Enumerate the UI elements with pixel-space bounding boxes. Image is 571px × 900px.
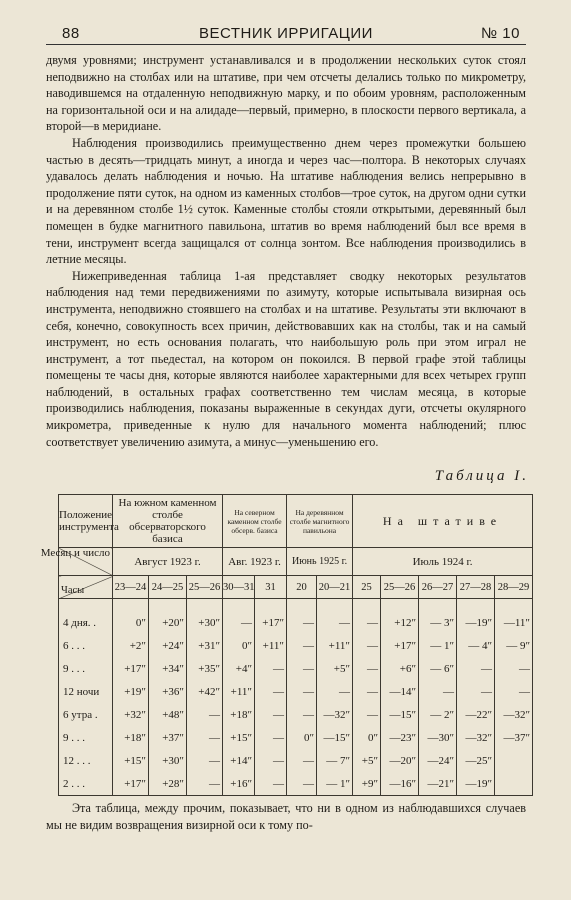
header-north-pillar: На северном каменном столбе обсерв. базиса [223,495,287,548]
value-cell: +17″ [113,657,149,680]
value-cell: — [255,680,287,703]
hour-cell: 12 . . . [59,749,113,772]
month-cell: Авг. 1923 г. [223,548,287,576]
value-cell [495,749,533,772]
running-header [46,22,526,45]
value-cell: +48″ [149,703,187,726]
spacer-row [59,599,533,612]
value-cell: +35″ [187,657,223,680]
value-cell: —14″ [381,680,419,703]
value-cell: 0″ [353,726,381,749]
hour-cell: 6 утра . [59,703,113,726]
value-cell: —30″ [419,726,457,749]
value-cell: +15″ [223,726,255,749]
corner-hours-label: Часы [61,585,85,596]
day-cell: 28—29 [495,576,533,599]
value-cell: —22″ [457,703,495,726]
value-cell: — [187,749,223,772]
hour-cell: 9 . . . [59,657,113,680]
value-cell: —32″ [317,703,353,726]
value-cell: 0″ [287,726,317,749]
page-number: 88 [62,25,80,42]
value-cell: — 6″ [419,657,457,680]
corner-month-label: Месяц и число [40,547,110,559]
table-row [59,749,533,772]
header-wooden-pillar: На деревянном столбе магнитного павильона [287,495,353,548]
hour-cell: 12 ночи [59,680,113,703]
value-cell: —32″ [495,703,533,726]
value-cell: +42″ [187,680,223,703]
value-cell: — [353,657,381,680]
hour-cell: 4 дня. . [59,611,113,634]
value-cell: — [255,749,287,772]
value-cell: — [287,703,317,726]
value-cell [495,772,533,796]
value-cell: +9″ [353,772,381,796]
table-row [59,703,533,726]
day-cell: 26—27 [419,576,457,599]
table-row [59,726,533,749]
value-cell: — [495,657,533,680]
data-table [40,494,533,796]
value-cell: +31″ [187,634,223,657]
day-cell: 25—26 [187,576,223,599]
day-cell: 27—28 [457,576,495,599]
value-cell: — [457,680,495,703]
value-cell: — [353,680,381,703]
value-cell: —19″ [457,772,495,796]
table-body [59,599,533,796]
day-cell: 20 [287,576,317,599]
day-cell: 24—25 [149,576,187,599]
corner-month-day [40,547,113,576]
value-cell: +4″ [223,657,255,680]
value-cell: —15″ [381,703,419,726]
month-cell: Июль 1924 г. [353,548,533,576]
hour-cell: 2 . . . [59,772,113,796]
value-cell: — 9″ [495,634,533,657]
value-cell: — [419,680,457,703]
value-cell: —11″ [495,611,533,634]
day-cell: 25—26 [381,576,419,599]
issue-number: № 10 [481,25,520,42]
value-cell: +34″ [149,657,187,680]
paragraph: двумя уровнями; инструмент устанавливался и в продолжении нескольких суток стоял неподвижно на столбах или на штативе, при чем отсчеты делались только по микрометру, наводившемся на отдаленную неподвижную марку, и по обоим уровням, расположенным на горизонтальной оси и на алидаде—первый, примерно, в плоскости первого вертикала, а второй—в меридиане. [46,53,526,134]
value-cell: — [187,703,223,726]
value-cell: +11″ [255,634,287,657]
value-cell: — [317,680,353,703]
value-cell: —37″ [495,726,533,749]
value-cell: +15″ [113,749,149,772]
value-cell: — [287,657,317,680]
value-cell: — 7″ [317,749,353,772]
value-cell: +2″ [113,634,149,657]
value-cell: +19″ [113,680,149,703]
table-row [59,611,533,634]
closing-paragraph: Эта таблица, между прочим, показывает, что ни в одном из наблюдавшихся случаев мы не видим возвращения визирной оси к тому по- [46,801,526,832]
value-cell: +18″ [113,726,149,749]
day-cell: 31 [255,576,287,599]
value-cell: — 1″ [419,634,457,657]
value-cell: — 3″ [419,611,457,634]
value-cell: —20″ [381,749,419,772]
value-cell: +6″ [381,657,419,680]
value-cell: — 2″ [419,703,457,726]
value-cell: — [287,680,317,703]
header-position: Положение инструмента [59,495,113,548]
value-cell: +32″ [113,703,149,726]
table-row [59,772,533,796]
value-cell: — [353,611,381,634]
value-cell: +17″ [255,611,287,634]
value-cell: +30″ [149,749,187,772]
table-row [59,680,533,703]
month-cell: Июнь 1925 г. [287,548,353,576]
value-cell: +37″ [149,726,187,749]
value-cell: — [255,726,287,749]
value-cell: — [495,680,533,703]
month-cell: Август 1923 г. [113,548,223,576]
value-cell: +30″ [187,611,223,634]
value-cell: — [255,772,287,796]
hour-cell: 9 . . . [59,726,113,749]
value-cell: —25″ [457,749,495,772]
value-cell: +36″ [149,680,187,703]
value-cell: —23″ [381,726,419,749]
day-cell: 25 [353,576,381,599]
value-cell: +20″ [149,611,187,634]
value-cell: +18″ [223,703,255,726]
value-cell: 0″ [113,611,149,634]
value-cell: — [353,703,381,726]
day-cell: 30—31 [223,576,255,599]
value-cell: — [187,772,223,796]
value-cell: —21″ [419,772,457,796]
day-cell: 23—24 [113,576,149,599]
value-cell: — [287,772,317,796]
value-cell: — [457,657,495,680]
value-cell: — [223,611,255,634]
value-cell: — [317,611,353,634]
corner-hours [59,576,113,599]
value-cell: — [353,634,381,657]
value-cell: — [287,634,317,657]
value-cell: — [287,749,317,772]
value-cell: +17″ [113,772,149,796]
journal-title: ВЕСТНИК ИРРИГАЦИИ [199,25,373,42]
hour-cell: 6 . . . [59,634,113,657]
value-cell: +17″ [381,634,419,657]
value-cell: +5″ [353,749,381,772]
value-cell: — 4″ [457,634,495,657]
value-cell: — 1″ [317,772,353,796]
value-cell: +28″ [149,772,187,796]
table-caption: Таблица I. [434,468,529,484]
value-cell: —32″ [457,726,495,749]
table-row [59,634,533,657]
value-cell: 0″ [223,634,255,657]
value-cell: —15″ [317,726,353,749]
header-tripod: На штативе [353,495,533,548]
day-cell: 20—21 [317,576,353,599]
value-cell: +24″ [149,634,187,657]
header-south-pillar: На южном каменном столбе обсерваторского базиса [113,495,223,548]
paragraph: Нижеприведенная таблица 1-ая представляет сводку некоторых результатов наблюдения над теми передвижениями по азимуту, которые испытывала визирная ось инструмента, неподвижно стоявшего на столбах и на штативе. Результаты эти включают в себя, конечно, совокупность всех причин, действовавших как на столбы, так и на самый инструмент, но есть основания полагать, что наибольшую роль при этом играл не инструмент, а тот пьедестал, на котором он покоился. В первой графе этой таблицы помещены те часы дня, которые являются наиболее характерными для всех четырех групп наблюдений, в остальных графах соответственно тем числам месяца, в которые производились наблюдения, показаны выраженные в секундах дуги, отсчеты окулярного микрометра, приведенные к нулю для начального момента наблюдений; плюс соответствует увеличению азимута, а минус—уменьшению его. [46,268,526,449]
value-cell: +5″ [317,657,353,680]
value-cell: +11″ [223,680,255,703]
value-cell: —16″ [381,772,419,796]
value-cell: +11″ [317,634,353,657]
table-row [59,657,533,680]
body-text [46,52,526,450]
value-cell: +12″ [381,611,419,634]
value-cell: +16″ [223,772,255,796]
value-cell: —24″ [419,749,457,772]
value-cell: — [287,611,317,634]
value-cell: — [255,657,287,680]
value-cell: — [255,703,287,726]
value-cell: —19″ [457,611,495,634]
paragraph: Наблюдения производились преимущественно днем через промежутки большею частью в десять—тридцать минут, а иногда и через час—полтора. В некоторых случаях удавалось делать наблюдения и ночью. На штативе наблюдения велись непрерывно в продолжение пяти суток, на одном из каменных столбов—трое суток, на другом одни сутки и на деревянном столбе 1½ суток. Каменные столбы стояли открытыми, деревянный был помещен в будке магнитного павильона, штатив во время наблюдений был все время в тени, инструмент всегда защищался от солнца зонтом. Все наблюдения производились в летние месяцы. [46,135,526,267]
value-cell: +14″ [223,749,255,772]
value-cell: — [187,726,223,749]
